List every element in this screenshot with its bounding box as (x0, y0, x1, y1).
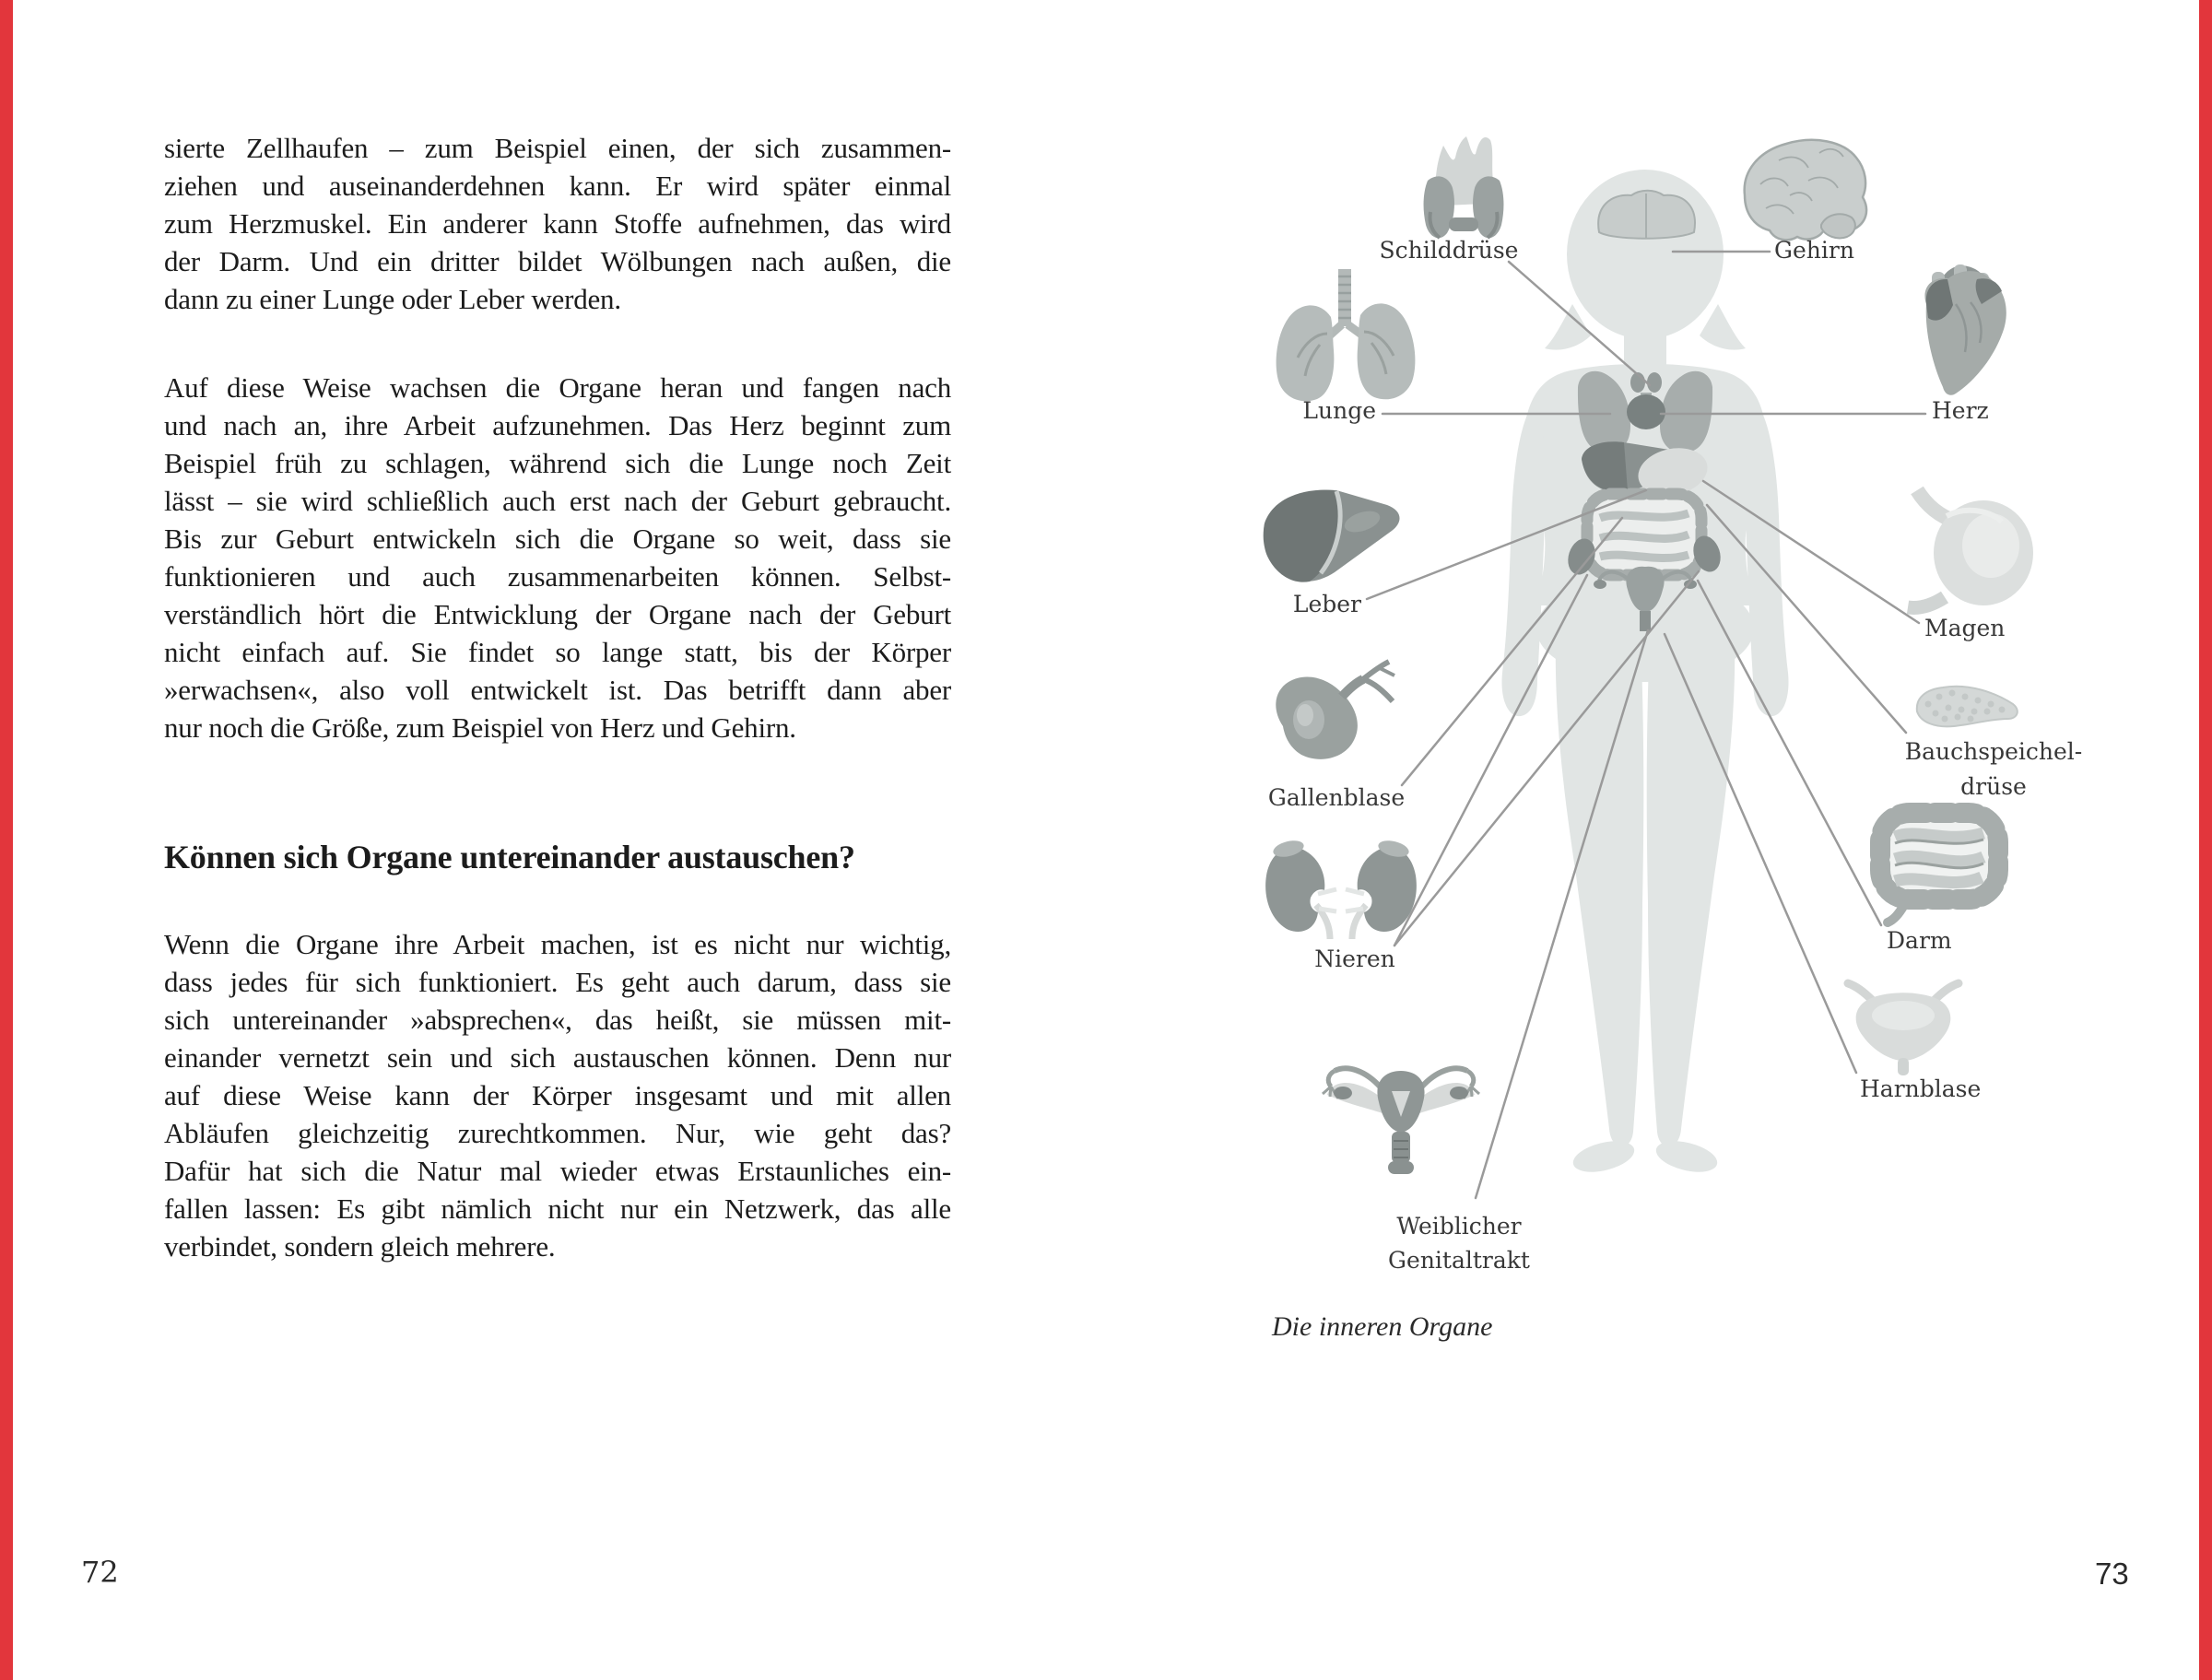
label-genitaltrakt-line2: Genitaltrakt (1388, 1247, 1530, 1274)
bladder-icon (1848, 983, 1959, 1075)
text-line: nicht einfach auf. Sie findet so lange statt, bis der Körper (164, 636, 951, 668)
label-bauchspeicheldruese (1905, 734, 2082, 805)
label-bauchspeicheldruese-line1: Bauchspeichel- (1904, 738, 2083, 765)
paragraph-3 (164, 925, 951, 1265)
label-herz: Herz (1932, 397, 1989, 424)
text-line: Auf diese Weise wachsen die Organe heran und fangen nach (164, 371, 951, 404)
gallbladder-icon (1276, 662, 1394, 759)
label-genitaltrakt-line1: Weiblicher (1396, 1213, 1522, 1239)
heart-icon (1924, 264, 2006, 395)
right-page (1106, 0, 2212, 1680)
text-line: auf diese Weise kann der Körper insgesamt und mit allen (164, 1079, 951, 1111)
label-lunge: Lunge (1302, 397, 1376, 424)
text-line: dann zu einer Lunge oder Leber werden. (164, 283, 621, 315)
text-line: sierte Zellhaufen – zum Beispiel einen, der sich zusammen- (164, 132, 951, 164)
lungs-icon (1277, 269, 1416, 401)
text-line: nur noch die Größe, zum Beispiel von Herz und Gehirn. (164, 711, 796, 744)
intestine-icon (1880, 813, 1998, 922)
label-bauchspeicheldruese-line2: drüse (1960, 773, 2027, 800)
label-schilddruese: Schilddrüse (1379, 237, 1519, 264)
text-line: lässt – sie wird schließlich auch erst nach der Geburt gebraucht. (164, 485, 951, 517)
label-gallenblase: Gallenblase (1267, 784, 1406, 811)
page-number-72: 72 (81, 1555, 119, 1590)
label-nieren: Nieren (1314, 946, 1395, 972)
text-line: dass jedes für sich funktioniert. Es geht auch darum, dass sie (164, 966, 951, 998)
text-line: »erwachsen«, also voll entwickelt ist. Das betrifft dann aber (164, 674, 951, 706)
thyroid-icon (1424, 136, 1504, 238)
paragraph-1 (164, 129, 951, 318)
label-magen: Magen (1924, 615, 2006, 641)
text-line: Abläufen gleichzeitig zurechtkommen. Nur, wie geht das? (164, 1117, 951, 1149)
text-line: ziehen und auseinanderdehnen kann. Er wird später einmal (164, 170, 951, 202)
text-line: zum Herzmuskel. Ein anderer kann Stoffe aufnehmen, das wird (164, 207, 951, 240)
text-line: Bis zur Geburt entwickeln sich die Organe so weit, dass sie (164, 523, 951, 555)
brain-icon (1745, 140, 1866, 240)
label-harnblase: Harnblase (1860, 1075, 1982, 1102)
text-line: einander vernetzt sein und sich austauschen können. Denn nur (164, 1041, 951, 1074)
text-line: und nach an, ihre Arbeit aufzunehmen. Das Herz beginnt zum (164, 409, 951, 441)
text-line: sich untereinander »absprechen«, das heißt, sie müssen mit- (164, 1004, 951, 1036)
uterus-icon (1323, 1068, 1479, 1174)
text-line: der Darm. Und ein dritter bildet Wölbungen nach außen, die (164, 245, 951, 277)
kidneys-icon (1265, 838, 1417, 939)
section-heading: Können sich Organe untereinander austauschen? (164, 839, 855, 875)
text-line: verständlich hört die Entwicklung der Organe nach der Geburt (164, 598, 951, 630)
text-line: fallen lassen: Es gibt nämlich nicht nur ein Netzwerk, das alle (164, 1192, 951, 1225)
text-line: Dafür hat sich die Natur mal wieder etwas Erstaunliches ein- (164, 1155, 951, 1187)
label-weiblicher-genitaltrakt (1388, 1209, 1530, 1277)
text-line: Wenn die Organe ihre Arbeit machen, ist es nicht nur wichtig, (164, 928, 951, 960)
label-leber: Leber (1292, 591, 1361, 617)
text-line: funktionieren und auch zusammenarbeiten können. Selbst- (164, 560, 951, 593)
label-darm: Darm (1887, 927, 1952, 954)
stomach-icon (1908, 490, 2033, 608)
text-line: verbindet, sondern gleich mehrere. (164, 1230, 556, 1263)
page-number-73: 73 (2095, 1557, 2129, 1591)
female-body-silhouette (1502, 170, 1789, 1178)
organ-diagram (1106, 0, 2212, 1680)
pancreas-icon (1917, 687, 2018, 727)
label-gehirn: Gehirn (1774, 237, 1854, 264)
paragraph-2 (164, 369, 951, 746)
figure-caption: Die inneren Organe (1272, 1311, 1493, 1342)
text-line: Beispiel früh zu schlagen, während sich die Lunge noch Zeit (164, 447, 951, 479)
liver-icon (1264, 490, 1400, 582)
